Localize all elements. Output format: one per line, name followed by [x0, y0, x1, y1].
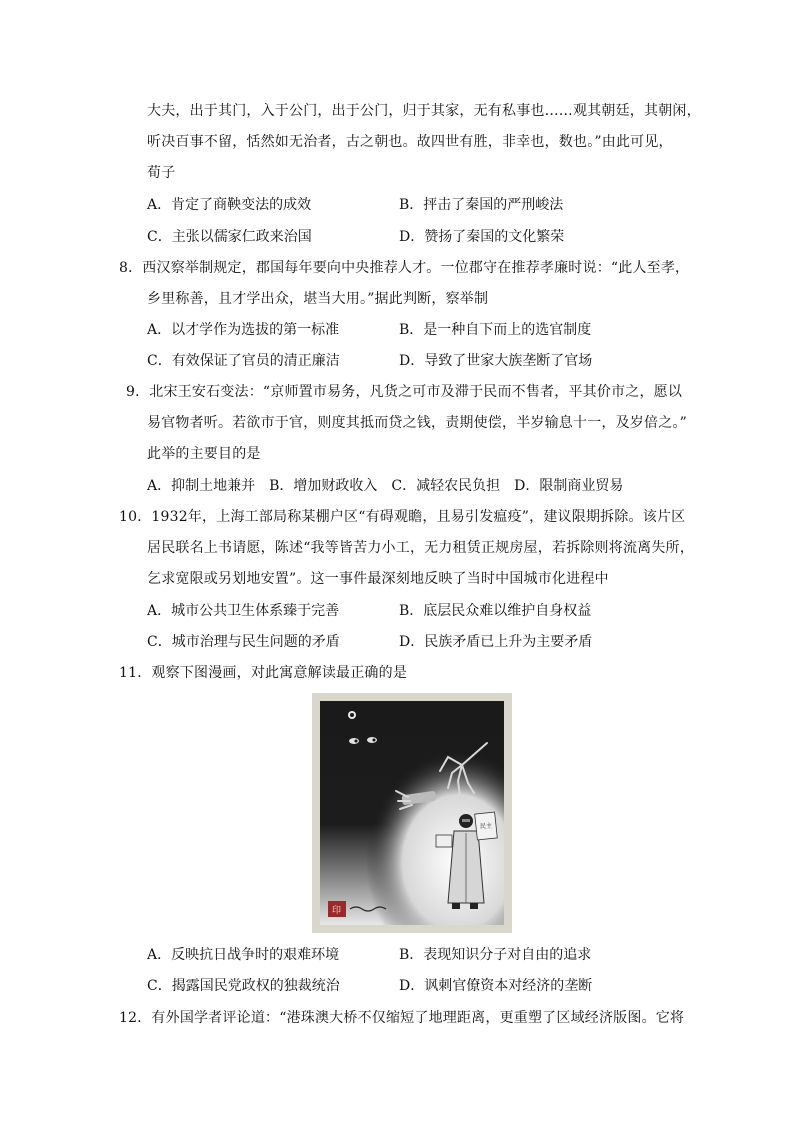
q11-option-d: D．讽刺官僚资本对经济的垄断: [399, 978, 593, 994]
q7-option-a: A．肯定了商鞅变法的成效: [147, 197, 312, 213]
q10-option-b: B．底层民众难以维护自身权益: [399, 603, 592, 619]
q7-line-1: 大夫，出于其门，入于公门，出于公门，归于其家，无有私事也……观其朝廷，其朝闲，: [147, 103, 701, 119]
q7-line-2: 听决百事不留，恬然如无治者，古之朝也。故四世有胜，非幸也，数也。”由此可见，: [147, 134, 673, 150]
q11-cartoon: [312, 693, 512, 933]
svg-text:印: 印: [332, 906, 342, 916]
q8-line-2: 乡里称善，且才学出众，堪当大用。”据此判断，察举制: [147, 291, 489, 307]
q9-line-1: 9．北宋王安石变法：“京师置市易务，凡货之可市及滞于民而不售者，平其价市之，愿以: [126, 384, 683, 400]
q8-option-a: A．以才学作为选拔的第一标准: [147, 322, 340, 338]
q10-line-1: 10．1932年，上海工部局称某棚户区“有碍观瞻，且易引发瘟疫”，建议限期拆除。该片区: [119, 509, 686, 525]
q12-line-1: 12．有外国学者评论道：“港珠澳大桥不仅缩短了地理距离，更重塑了区域经济版图。它将: [119, 1010, 685, 1026]
q10-line-3: 乞求宽限或另划地安置”。这一事件最深刻地反映了当时中国城市化进程中: [147, 571, 609, 587]
cartoon-illustration: [312, 693, 512, 933]
q7-option-c: C．主张以儒家仁政来治国: [147, 229, 312, 245]
q8-line-1: 8．西汉察举制规定，郡国每年要向中央推荐人才。一位郡守在推荐孝廉时说：“此人至孝，: [119, 260, 690, 276]
q9-options: A．抑制土地兼并 B．增加财政收入 C．减轻农民负担 D．限制商业贸易: [147, 478, 624, 494]
q9-line-3: 此举的主要目的是: [147, 446, 261, 462]
q7-line-3: 荀子: [147, 165, 176, 181]
q11-line-1: 11．观察下图漫画，对此寓意解读最正确的是: [119, 665, 408, 681]
q10-option-d: D．民族矛盾已上升为主要矛盾: [399, 634, 593, 650]
q7-option-d: D．赞扬了秦国的文化繁荣: [399, 229, 565, 245]
q10-option-c: C．城市治理与民生问题的矛盾: [147, 634, 340, 650]
q10-option-a: A．城市公共卫生体系臻于完善: [147, 603, 340, 619]
q8-option-c: C．有效保证了官员的清正廉洁: [147, 353, 340, 369]
q11-option-b: B．表现知识分子对自由的追求: [399, 947, 592, 963]
q8-option-d: D．导致了世家大族垄断了官场: [399, 353, 593, 369]
q7-option-b: B．抨击了秦国的严刑峻法: [399, 197, 564, 213]
q11-option-a: A．反映抗日战争时的艰难环境: [147, 947, 340, 963]
q9-line-2: 易官物者听。若欲市于官，则度其抵而贷之钱，责期使偿，半岁输息十一，及岁倍之。”: [147, 415, 687, 431]
q10-line-2: 居民联名上书请愿，陈述“我等皆苦力小工，无力租赁正规房屋，若拆除则将流离失所，: [147, 540, 694, 556]
cartoon-paper-text: 民主: [480, 823, 493, 830]
q11-option-c: C．揭露国民党政权的独裁统治: [147, 978, 340, 994]
q8-option-b: B．是一种自下而上的选官制度: [399, 322, 592, 338]
